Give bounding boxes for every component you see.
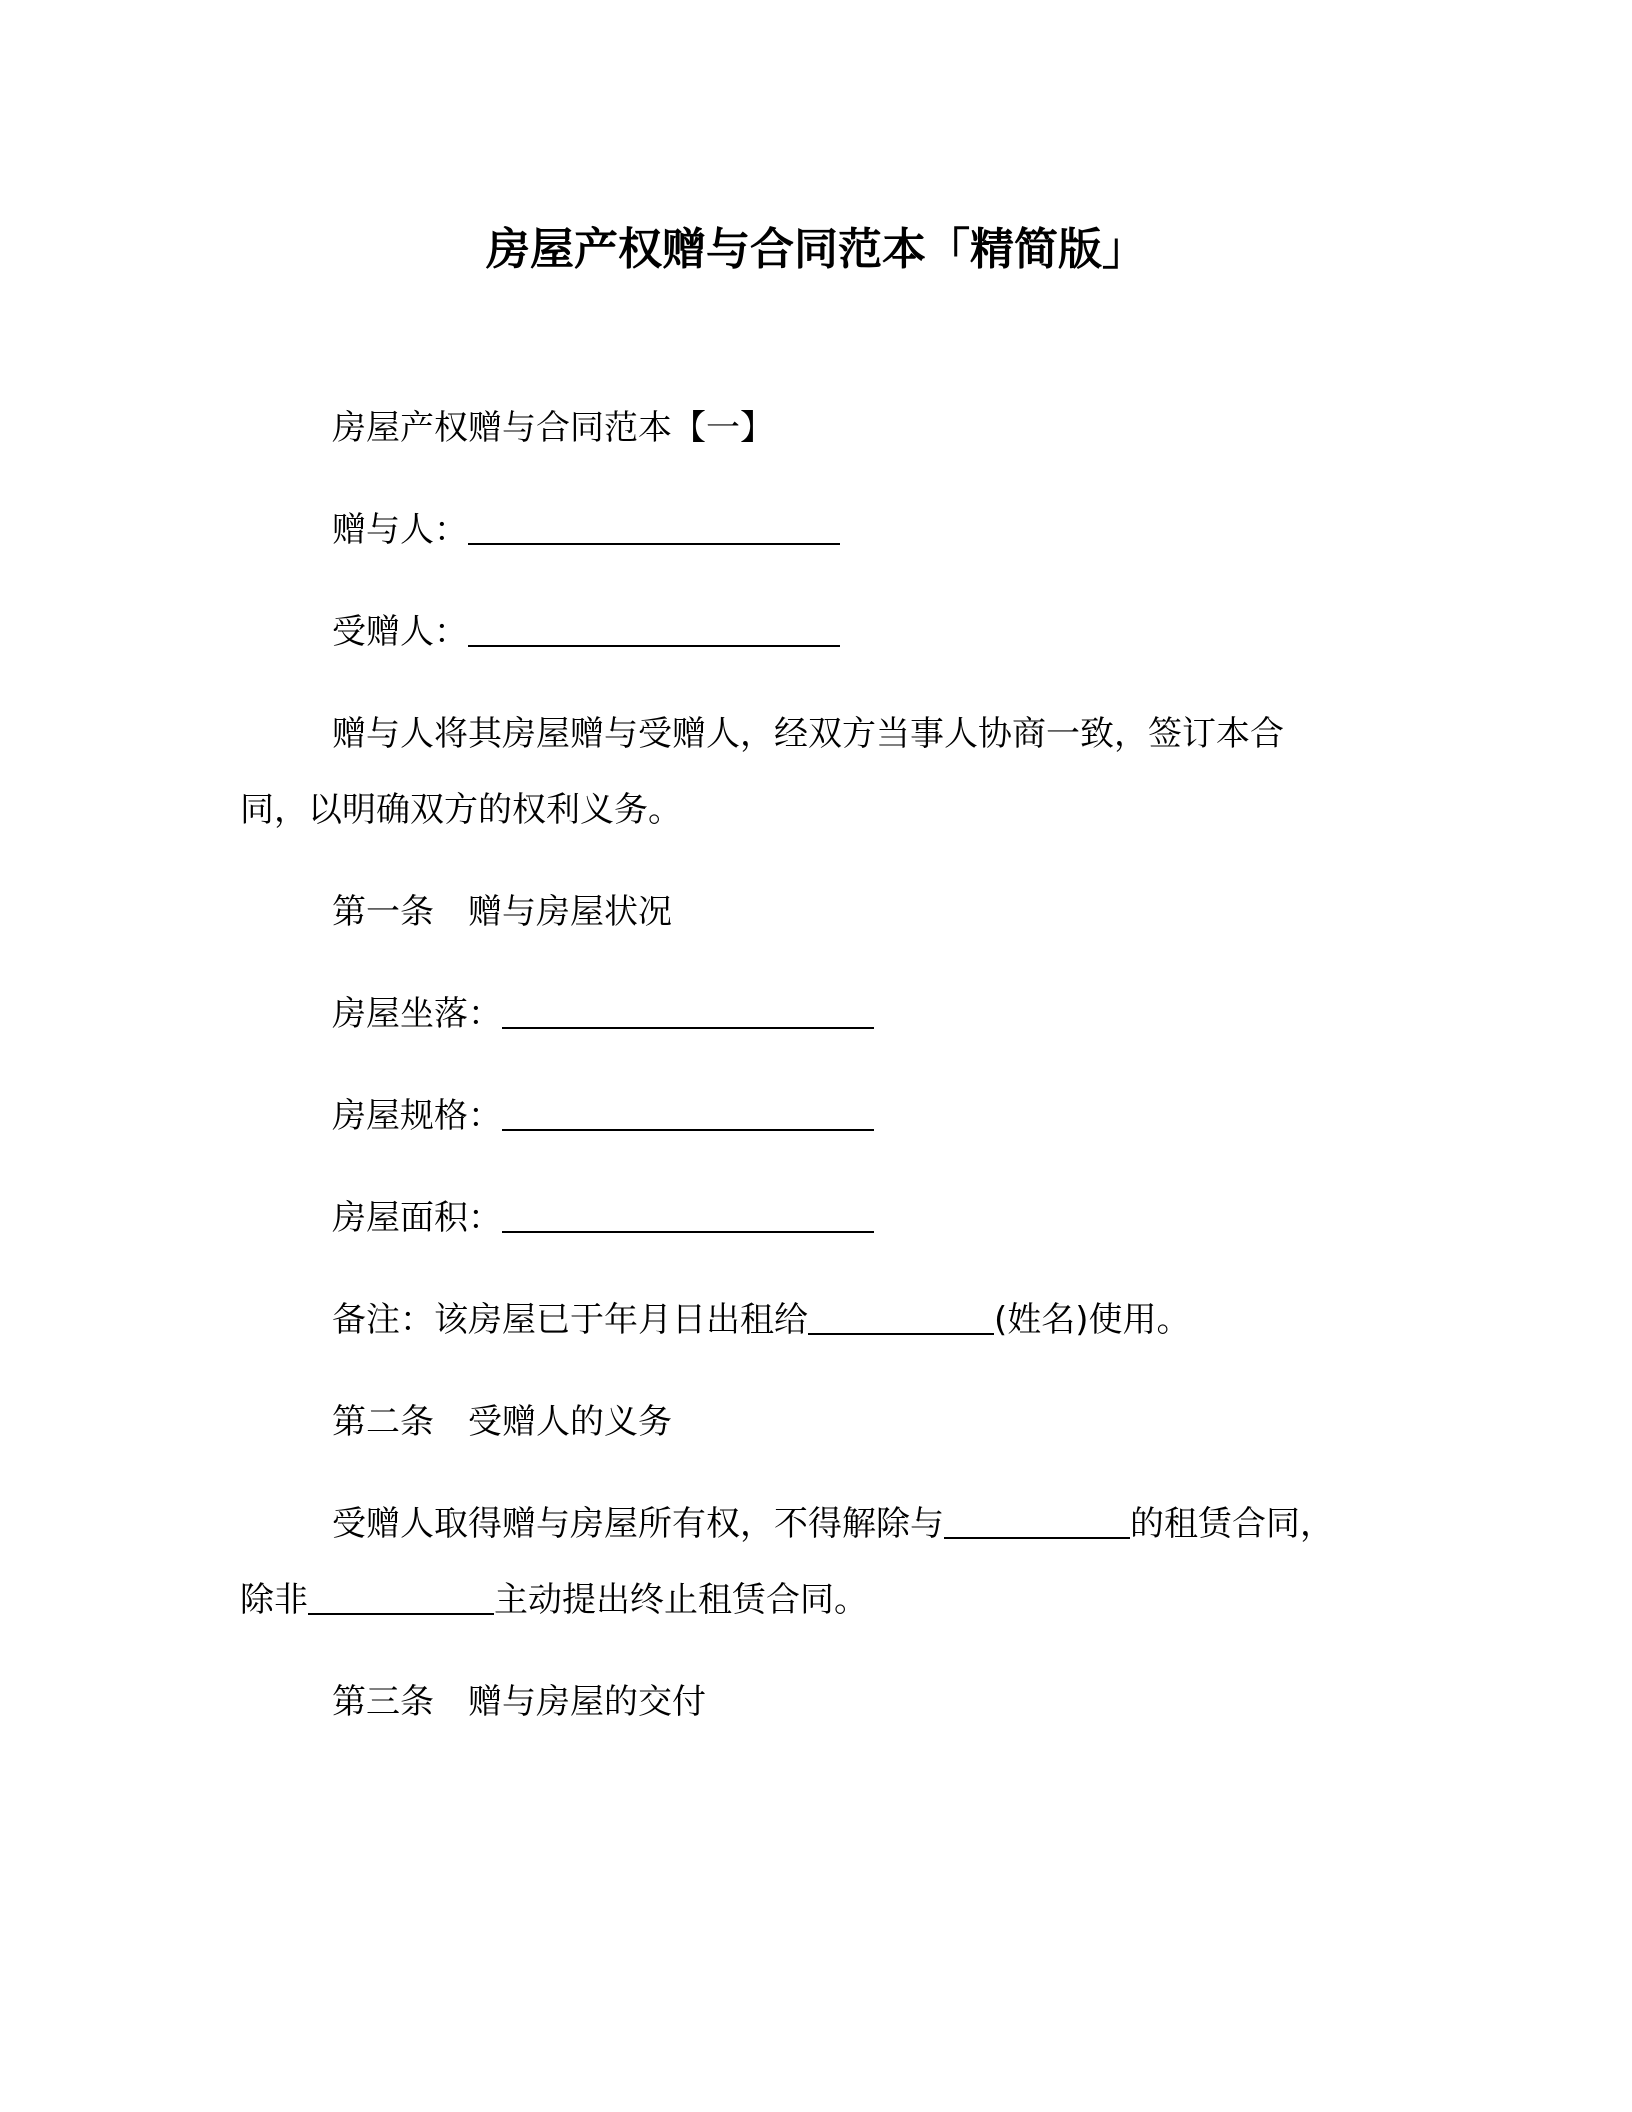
tenant-name-blank <box>808 1295 994 1335</box>
donor-blank <box>468 505 840 545</box>
article-3-heading: 第三条 赠与房屋的交付 <box>332 1682 706 1722</box>
document-title: 房屋产权赠与合同范本「精简版」 <box>486 224 1146 275</box>
location-label: 房屋坐落： <box>332 994 502 1034</box>
section-heading: 房屋产权赠与合同范本【一】 <box>332 408 774 448</box>
note-suffix: (姓名)使用。 <box>994 1300 1191 1340</box>
donee-blank <box>468 607 840 647</box>
spec-label: 房屋规格： <box>332 1096 502 1136</box>
location-blank <box>502 989 874 1029</box>
spec-field <box>240 1078 874 1154</box>
article-2-line-1-suffix: 的租赁合同， <box>1130 1504 1334 1544</box>
donee-label: 受赠人： <box>332 612 468 652</box>
area-field <box>240 1180 874 1256</box>
article-2-line-2-suffix: 主动提出终止租赁合同。 <box>494 1580 868 1620</box>
article-1-heading: 第一条 赠与房屋状况 <box>332 892 672 932</box>
area-label: 房屋面积： <box>332 1198 502 1238</box>
donor-field <box>240 492 840 568</box>
article-2-line-2 <box>240 1562 868 1638</box>
article-2-line-1-prefix: 受赠人取得赠与房屋所有权，不得解除与 <box>332 1504 944 1544</box>
location-field <box>240 976 874 1052</box>
area-blank <box>502 1193 874 1233</box>
lessee-blank <box>944 1499 1130 1539</box>
intro-line-2: 同，以明确双方的权利义务。 <box>240 790 682 830</box>
note-line <box>240 1282 1191 1358</box>
donor-label: 赠与人： <box>332 510 468 550</box>
article-2-line-1 <box>240 1486 1334 1562</box>
article-2-line-2-prefix: 除非 <box>240 1580 308 1620</box>
note-prefix: 备注：该房屋已于年月日出租给 <box>332 1300 808 1340</box>
spec-blank <box>502 1091 874 1131</box>
intro-line-1: 赠与人将其房屋赠与受赠人，经双方当事人协商一致，签订本合 <box>332 714 1284 754</box>
donee-field <box>240 594 840 670</box>
terminating-party-blank <box>308 1575 494 1615</box>
article-2-heading: 第二条 受赠人的义务 <box>332 1402 672 1442</box>
